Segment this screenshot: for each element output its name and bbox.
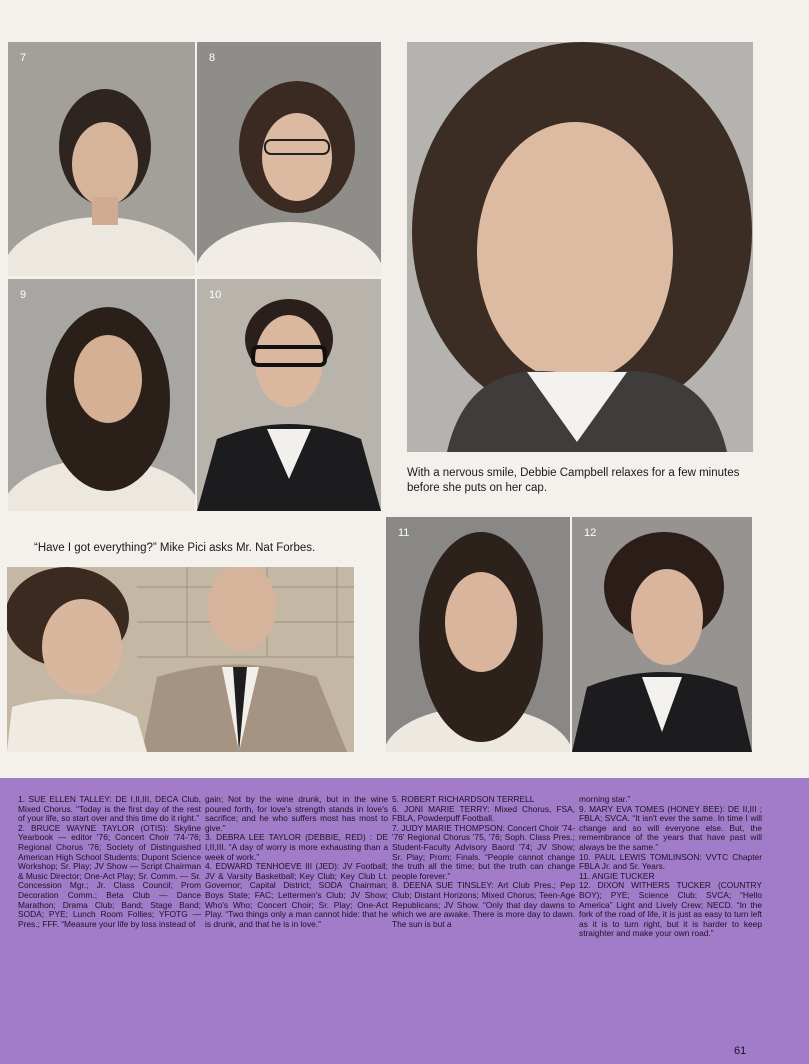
photo-number: 11 bbox=[398, 527, 410, 539]
portrait-10-image bbox=[197, 279, 381, 511]
portrait-8-image bbox=[197, 42, 381, 276]
photo-number: 12 bbox=[584, 527, 597, 539]
biography-column-3: 5. ROBERT RICHARDSON TERRELL 6. JONI MARIE TERRY: Mixed Chorus, FSA, FBLA, Powderpuff Football. 7. JUDY MARIE THOMPSON: Concert Choir '74-'76' Regional Chorus '75, '76; Soph. Class Pres.; Student-Faculty Advisory Baord '74; JV Show; Sr. Play; Prom; Finals. “People cannot change the truth all the time; but the truth can change people forever.” 8. DEENA SUE TINSLEY: Art Club Pres.; Pep Club; Distant Horizons; Mixed Chorus; Teen-Age Republicans; JV Show. “Only that day dawns to which we are awake. There is more day to dawn. The sun is but a bbox=[392, 794, 575, 929]
caption-debbie-campbell: With a nervous smile, Debbie Campbell relaxes for a few minutes before she puts on her cap. bbox=[407, 467, 740, 494]
biography-column-1: 1. SUE ELLEN TALLEY: DE I,II,III, DECA Club, Mixed Chorus. “Today is the first day of the rest of your life, so start over and this time do it right.” 2. BRUCE WAYNE TAYLOR (OTIS): Skyline Yearbook — editor '76; Concert Choir '74-'76; Regional Chorus '76; Society of Distinguished American High School Students; Dupont Science Workshop; Sr. Play; JV Show — Script Chairman & Music Director; One-Act Play; Sr. Comm. — Sr. Concession Mgr.; Jr. Class Council; Prom Decoration Comm.; Beta Club — Dance Marathon; Drama Club; Band; Stage Band; SODA; PYE; Lunch Room Follies; YFOTG — Pres.; FFF. “Measure your life by loss instead of bbox=[18, 794, 201, 929]
portrait-12-image bbox=[572, 517, 752, 752]
portrait-photo-8 bbox=[197, 42, 381, 276]
candid-debbie-image bbox=[407, 42, 753, 452]
candid-photo-mike-pici bbox=[7, 567, 354, 752]
photo-number: 9 bbox=[20, 289, 27, 301]
portrait-photo-9 bbox=[8, 279, 195, 511]
candid-mike-image bbox=[7, 567, 354, 752]
portrait-photo-11 bbox=[386, 517, 570, 752]
portrait-photo-7 bbox=[8, 42, 195, 276]
photo-number: 8 bbox=[209, 52, 216, 64]
caption-mike-pici: “Have I got everything?” Mike Pici asks Mr. Nat Forbes. bbox=[34, 542, 316, 554]
portrait-9-image bbox=[8, 279, 195, 511]
candid-photo-debbie-campbell bbox=[407, 42, 753, 452]
page-number: 61 bbox=[734, 1045, 747, 1057]
portrait-11-image bbox=[386, 517, 570, 752]
biography-column-4: morning star.” 9. MARY EVA TOMES (HONEY BEE): DE II,III ; FBLA; SVCA. “It isn't ever the same. In time I will change and so will everyone else. But, the remembrance of the years that have past will always be the same.” 10. PAUL LEWIS TOMLINSON: VVTC Chapter FBLA Jr. and Sr. Years. 11. ANGIE TUCKER 12. DIXON WITHERS TUCKER (COUNTRY BOY); PYE; Science Club; SVCA; “Hello America” Light and Lively Crew; NECD. “In the fork of the road of life, it is just as easy to turn left as it is to turn right, but it is harder to keep straighter and make your own road.” bbox=[579, 794, 762, 939]
portrait-7-image bbox=[8, 42, 195, 276]
portrait-photo-10 bbox=[197, 279, 381, 511]
photo-number: 10 bbox=[209, 289, 222, 301]
photo-number: 7 bbox=[20, 52, 27, 64]
portrait-photo-12 bbox=[572, 517, 752, 752]
biography-column-2: gain; Not by the wine drunk, but in the wine poured forth, for love's strength stands in love's sacrifice; and he who suffers most has most to give.” 3. DEBRA LEE TAYLOR (DEBBIE, RED) : DE I,II,III. “A day of worry is more exhausting than a week of work.” 4. EDWARD TENHOEVE III (JED): JV Football; JV & Varsity Basketball; Key Club; Key Club Lt. Governor; Capital District; SODA Chairman; Boys State; FAC; Lettermen's Club; JV Show; Who's Who; Concert Choir; Sr. Play; One-Act Play. “Two things only a man cannot hide: that he is drunk, and that he is in love.” bbox=[205, 794, 388, 929]
